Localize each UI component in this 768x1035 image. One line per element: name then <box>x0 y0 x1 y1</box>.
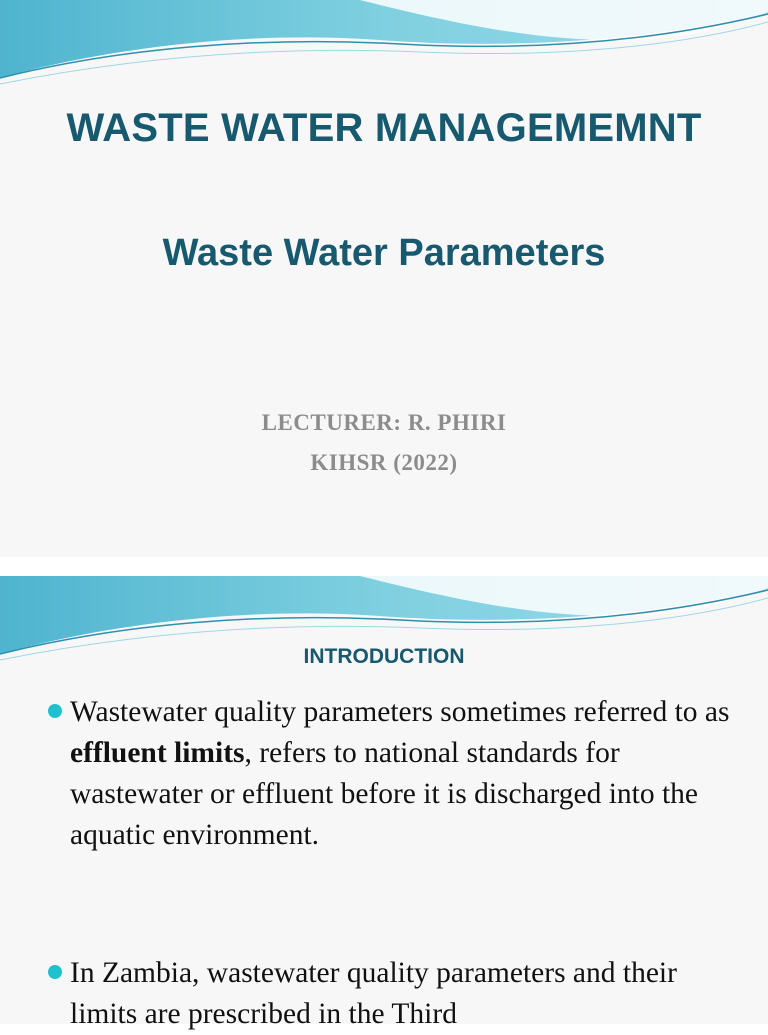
bullet-item <box>70 692 750 856</box>
wave-header-graphic <box>0 0 768 90</box>
bullet-text: In Zambia, wastewater quality parameters and their limits are prescribed in the Third <box>70 957 677 1030</box>
slide-divider <box>0 557 768 576</box>
institution-year: KIHSR (2022) <box>310 450 458 475</box>
presentation-subtitle: Waste Water Parameters <box>162 232 606 274</box>
bullet-text-end: , refers to national standards for wastewater or effluent before it is discharged into the aquatic environment. <box>70 737 699 851</box>
bullet-dot-icon <box>48 965 62 979</box>
bullet-dot-icon <box>48 704 62 718</box>
presentation-title: WASTE WATER MANAGEMEMNT <box>66 106 702 150</box>
bullet-text-start: Wastewater quality parameters sometimes referred to as <box>70 696 730 728</box>
section-heading: INTRODUCTION <box>303 645 465 668</box>
lecturer-name: LECTURER: R. PHIRI <box>261 410 507 435</box>
bullet-text-bold: effluent limits <box>70 737 245 769</box>
bullet-item <box>70 953 750 1035</box>
